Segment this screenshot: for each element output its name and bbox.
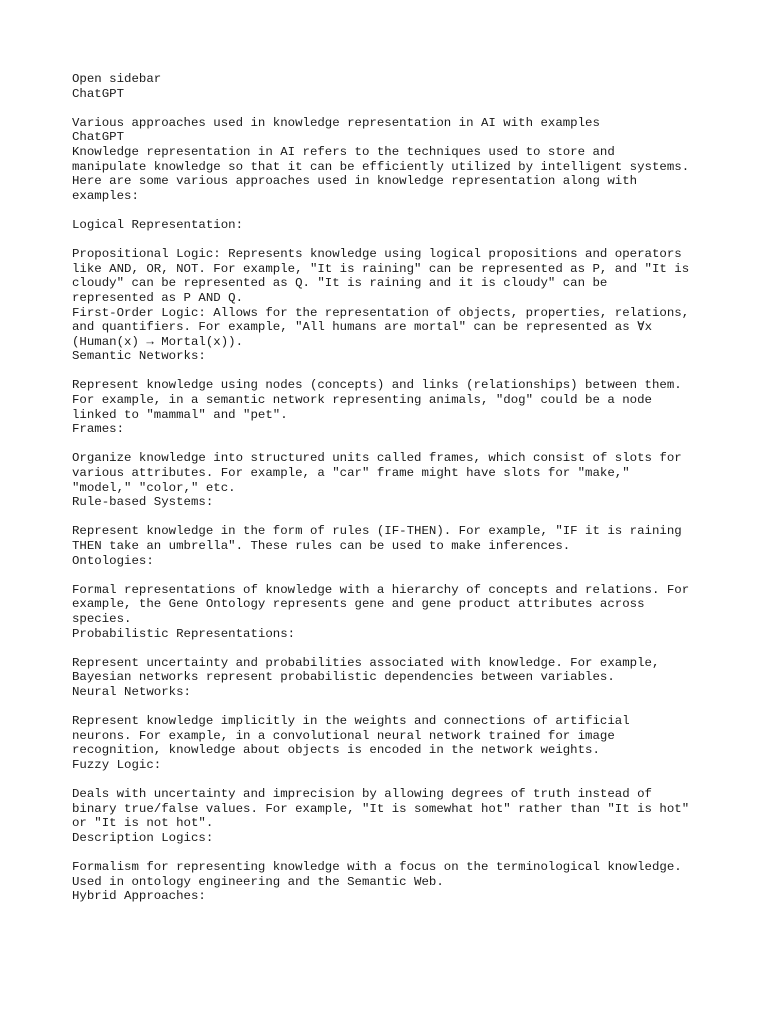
spacer (72, 233, 712, 248)
probabilistic-line: Represent uncertainty and probabilities associated with knowledge. For example, (72, 655, 660, 670)
rules-line: THEN take an umbrella". These rules can be used to make inferences. (72, 539, 571, 553)
frames-line: various attributes. For example, a "car" frame might have slots for "make," (72, 466, 630, 481)
propositional-line: cloudy" can be represented as Q. "It is raining and it is cloudy" can be (72, 276, 608, 291)
section-heading-semantic: Semantic Networks: (72, 349, 206, 364)
spacer (72, 437, 712, 452)
spacer (72, 364, 712, 379)
propositional-line: like AND, OR, NOT. For example, "It is raining" can be represented as P, and "It is (72, 261, 690, 276)
semantic-line: linked to "mammal" and "pet". (72, 407, 288, 422)
section-heading-rules: Rule-based Systems: (72, 495, 214, 510)
intro-line: Here are some various approaches used in knowledge representation along with (72, 174, 638, 189)
section-heading-probabilistic: Probabilistic Representations: (72, 626, 296, 641)
ontologies-line: Formal representations of knowledge with a hierarchy of concepts and relations. For (72, 582, 690, 597)
first-order-line: First-Order Logic: Allows for the representation of objects, properties, relations, (72, 305, 690, 320)
document-page (72, 72, 712, 904)
user-prompt: Various approaches used in knowledge representation in AI with examples (72, 115, 600, 130)
semantic-line: Represent knowledge using nodes (concepts) and links (relationships) between them. (72, 378, 682, 393)
section-heading-hybrid: Hybrid Approaches: (72, 889, 206, 904)
neural-line: neurons. For example, in a convolutional neural network trained for image (72, 728, 615, 743)
open-sidebar-link[interactable]: Open sidebar (72, 72, 162, 86)
section-heading-neural: Neural Networks: (72, 684, 191, 699)
neural-line: Represent knowledge implicitly in the weights and connections of artificial (72, 714, 630, 729)
spacer (72, 845, 712, 860)
spacer (72, 773, 712, 788)
intro-line: examples: (72, 188, 139, 203)
spacer (72, 568, 712, 583)
fuzzy-line: Deals with uncertainty and imprecision by allowing degrees of truth instead of (72, 787, 652, 802)
propositional-line: represented as P AND Q. (72, 290, 244, 305)
spacer (72, 510, 712, 525)
neural-line: recognition, knowledge about objects is encoded in the network weights. (72, 743, 600, 758)
description-line: Formalism for representing knowledge with a focus on the terminological knowledge. (72, 860, 682, 875)
section-heading-fuzzy: Fuzzy Logic: (72, 757, 162, 772)
fuzzy-line: or "It is not hot". (72, 816, 214, 831)
spacer (72, 700, 712, 715)
rules-line: Represent knowledge in the form of rules (IF-THEN). For example, "IF it is raining (72, 524, 682, 539)
first-order-line: and quantifiers. For example, "All humans are mortal" can be represented as ∀x (72, 320, 653, 335)
ontologies-line: example, the Gene Ontology represents gene and gene product attributes across (72, 597, 645, 612)
propositional-line: Propositional Logic: Represents knowledge using logical propositions and operators (72, 247, 682, 262)
section-heading-ontologies: Ontologies: (72, 553, 154, 568)
frames-line: "model," "color," etc. (72, 480, 236, 495)
assistant-name: ChatGPT (72, 130, 125, 145)
semantic-line: For example, in a semantic network representing animals, "dog" could be a node (72, 393, 652, 408)
spacer (72, 101, 712, 116)
intro-line: Knowledge representation in AI refers to the techniques used to store and (72, 144, 615, 159)
spacer (72, 641, 712, 656)
section-heading-description: Description Logics: (72, 830, 214, 845)
section-heading-frames: Frames: (72, 422, 125, 437)
ontologies-line: species. (72, 611, 132, 626)
spacer (72, 203, 712, 218)
description-line: Used in ontology engineering and the Semantic Web. (72, 874, 444, 889)
frames-line: Organize knowledge into structured units called frames, which consist of slots for (72, 451, 682, 466)
fuzzy-line: binary true/false values. For example, "It is somewhat hot" rather than "It is hot" (72, 801, 690, 816)
section-heading-logical: Logical Representation: (72, 217, 244, 232)
probabilistic-line: Bayesian networks represent probabilistic dependencies between variables. (72, 670, 615, 685)
app-title: ChatGPT (72, 86, 125, 101)
first-order-line: (Human(x) → Mortal(x)). (72, 334, 244, 349)
intro-line: manipulate knowledge so that it can be efficiently utilized by intelligent systems. (72, 159, 690, 174)
